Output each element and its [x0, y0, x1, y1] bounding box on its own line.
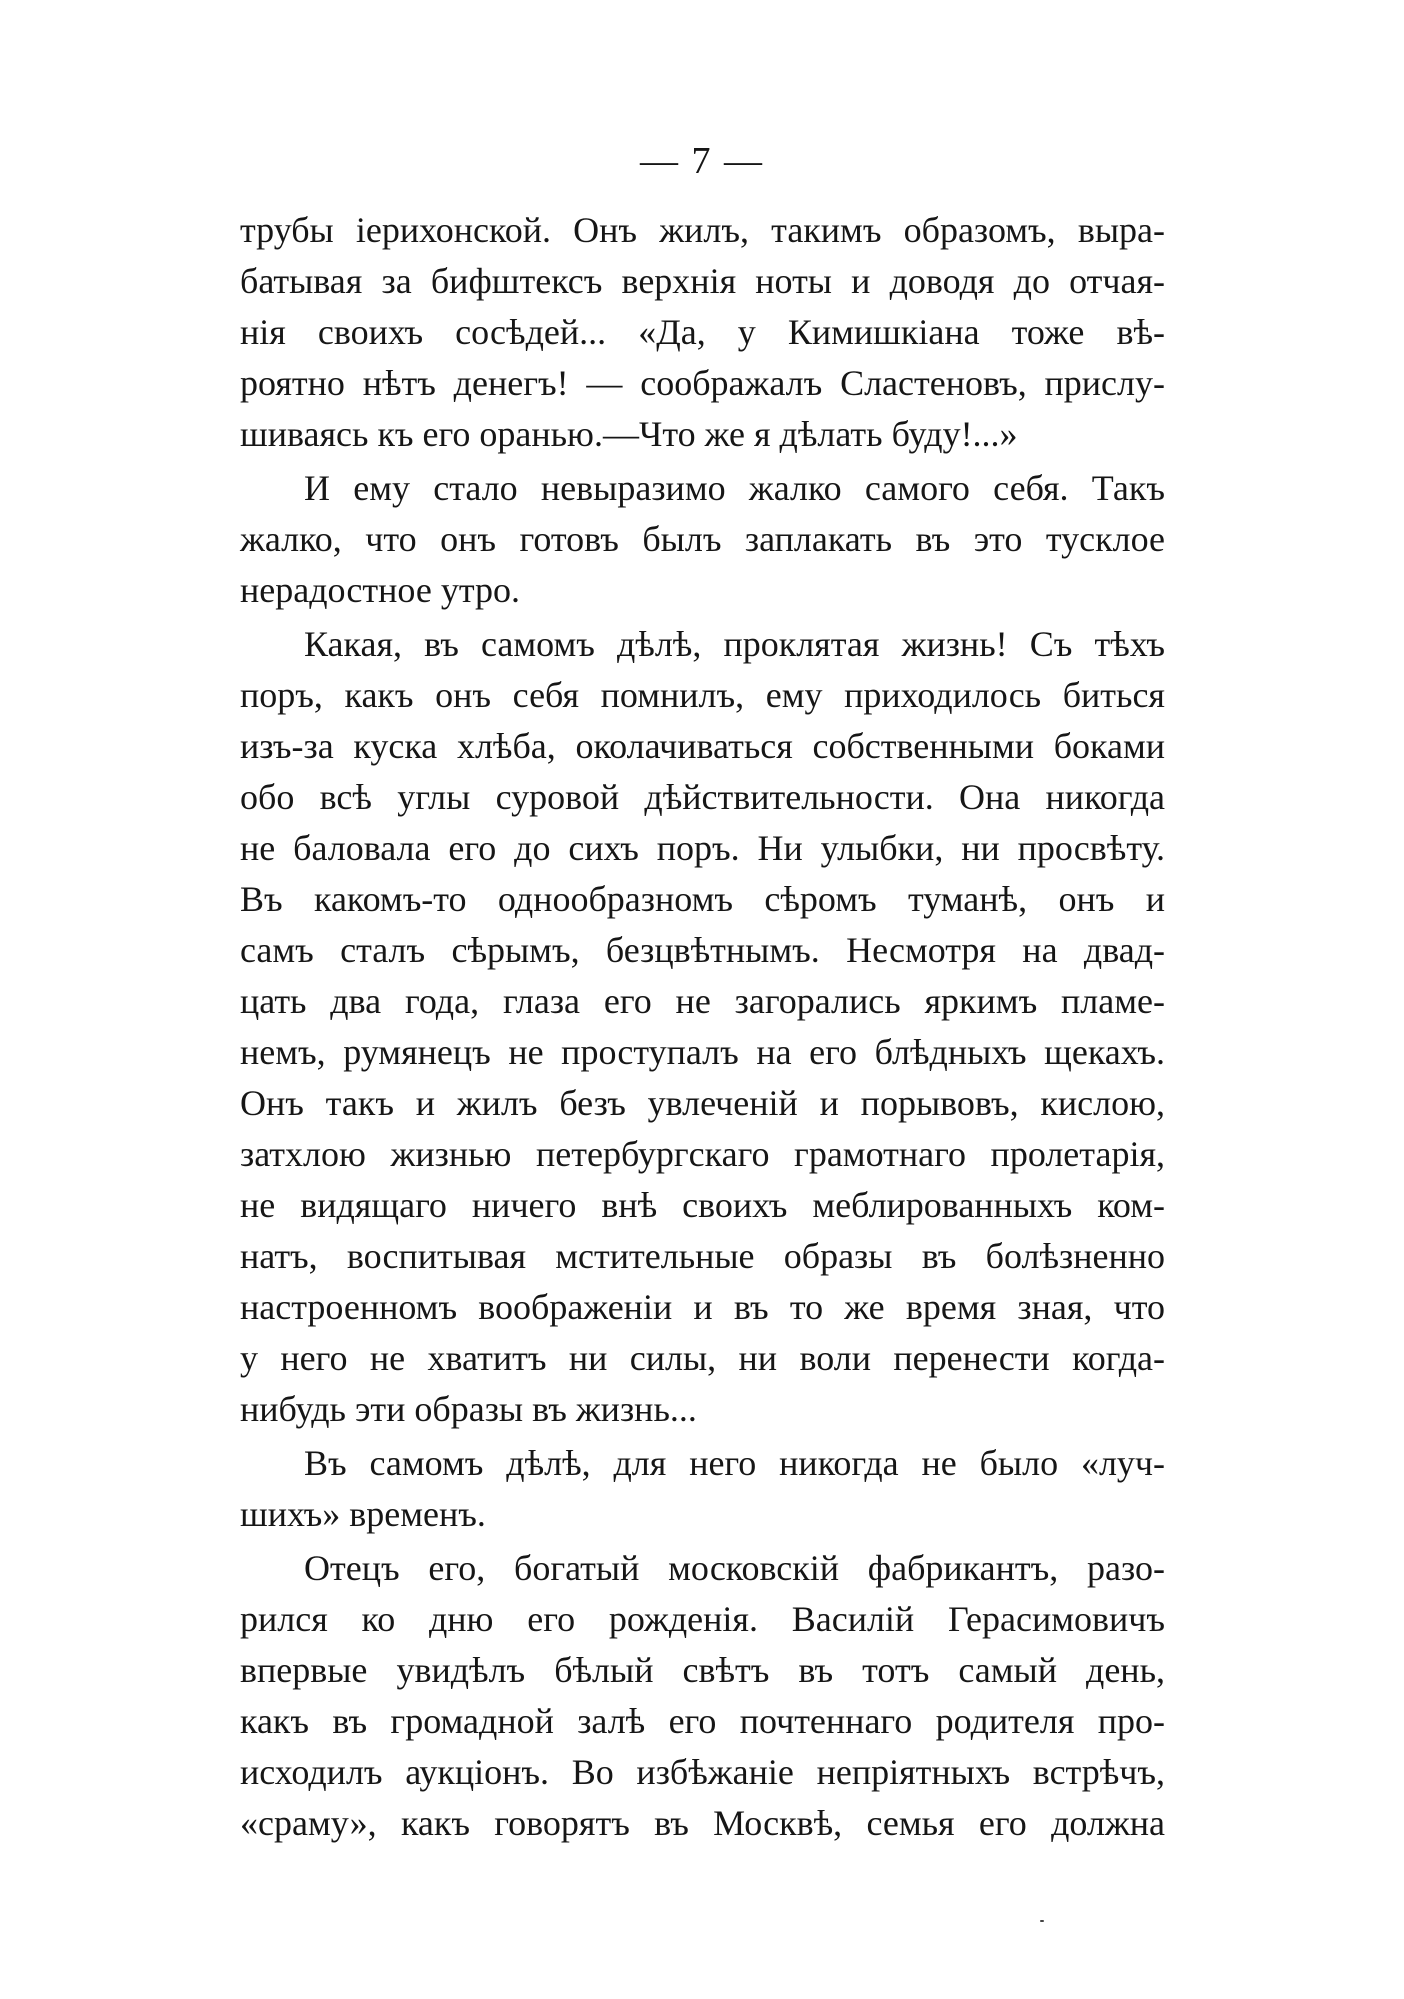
- body-text: [240, 205, 1165, 1849]
- text-line: исходилъ аукціонъ. Во избѣжаніе непріятныхъ встрѣчъ,: [240, 1752, 1165, 1792]
- text-line: затхлою жизнью петербургскаго грамотнаго пролетарія,: [240, 1134, 1165, 1174]
- paragraph: [240, 463, 1165, 616]
- text-line: Онъ такъ и жилъ безъ увлеченій и порывовъ, кислою,: [240, 1083, 1165, 1123]
- text-line: поръ, какъ онъ себя помнилъ, ему приходилось биться: [240, 675, 1165, 715]
- paragraph: [240, 1543, 1165, 1849]
- text-line: изъ-за куска хлѣба, околачиваться собственными боками: [240, 726, 1165, 766]
- text-line: жалко, что онъ готовъ былъ заплакать въ это тусклое: [240, 519, 1165, 559]
- text-line: нибудь эти образы въ жизнь...: [240, 1389, 697, 1429]
- text-line: самъ сталъ сѣрымъ, безцвѣтнымъ. Несмотря на двад-: [240, 930, 1165, 970]
- text-line: батывая за бифштексъ верхнія ноты и доводя до отчая-: [240, 261, 1165, 301]
- text-line: И ему стало невыразимо жалко самого себя. Такъ: [304, 468, 1165, 508]
- page-number: — 7 —: [640, 140, 764, 182]
- text-line: роятно нѣтъ денегъ! — соображалъ Сластеновъ, прислу-: [240, 363, 1165, 403]
- text-line: обо всѣ углы суровой дѣйствительности. Она никогда: [240, 777, 1165, 817]
- text-line: не видящаго ничего внѣ своихъ меблированныхъ ком-: [240, 1185, 1165, 1225]
- paper-speck: [1040, 1920, 1044, 1922]
- text-line: впервые увидѣлъ бѣлый свѣтъ въ тотъ самый день,: [240, 1650, 1165, 1690]
- text-line: «сраму», какъ говорятъ въ Москвѣ, семья его должна: [240, 1803, 1165, 1843]
- text-line: трубы іерихонской. Онъ жилъ, такимъ образомъ, выра-: [240, 210, 1165, 250]
- text-line: какъ въ громадной залѣ его почтеннаго родителя про-: [240, 1701, 1165, 1741]
- text-line: Отецъ его, богатый московскій фабрикантъ, разо-: [304, 1548, 1165, 1588]
- text-line: шиваясь къ его оранью.—Что же я дѣлать буду!...»: [240, 414, 1018, 454]
- text-line: у него не хватитъ ни силы, ни воли перенести когда-: [240, 1338, 1165, 1378]
- text-line: немъ, румянецъ не проступалъ на его блѣдныхъ щекахъ.: [240, 1032, 1165, 1072]
- text-line: рился ко дню его рожденія. Василій Герасимовичъ: [240, 1599, 1165, 1639]
- text-line: шихъ» временъ.: [240, 1494, 486, 1534]
- text-line: настроенномъ воображеніи и въ то же время зная, что: [240, 1287, 1165, 1327]
- paragraph: [240, 1438, 1165, 1540]
- paragraph: [240, 205, 1165, 460]
- text-line: Въ самомъ дѣлѣ, для него никогда не было «луч-: [304, 1443, 1165, 1483]
- text-line: Какая, въ самомъ дѣлѣ, проклятая жизнь! Съ тѣхъ: [304, 624, 1165, 664]
- text-line: Въ какомъ-то однообразномъ сѣромъ туманѣ, онъ и: [240, 879, 1165, 919]
- text-line: цать два года, глаза его не загорались яркимъ пламе-: [240, 981, 1165, 1021]
- paragraph: [240, 619, 1165, 1435]
- text-line: нія своихъ сосѣдей... «Да, у Кимишкіана тоже вѣ-: [240, 312, 1165, 352]
- text-line: не баловала его до сихъ поръ. Ни улыбки, ни просвѣту.: [240, 828, 1165, 868]
- text-line: натъ, воспитывая мстительные образы въ болѣзненно: [240, 1236, 1165, 1276]
- text-line: нерадостное утро.: [240, 570, 521, 610]
